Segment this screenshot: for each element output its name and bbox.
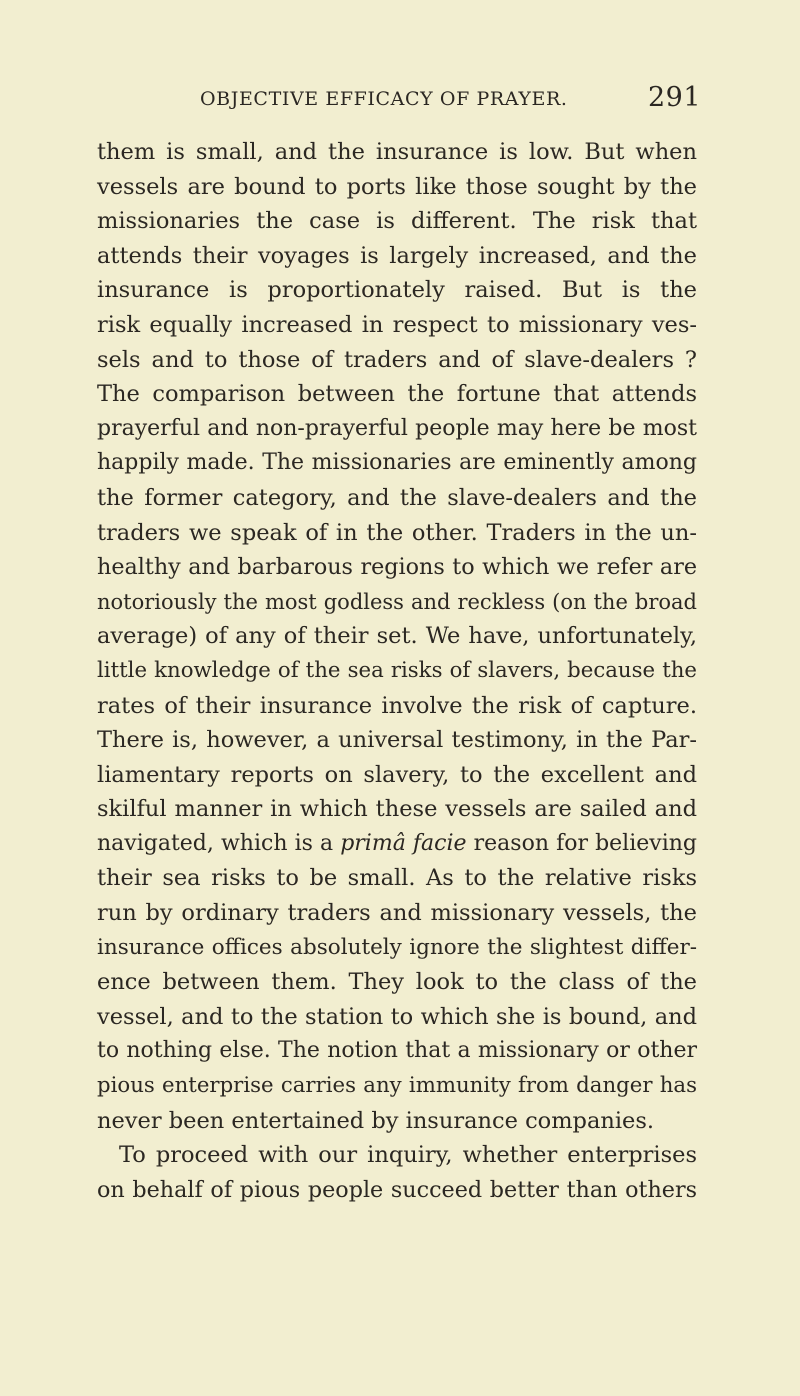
text-line: vessel, and to the station to which she is bound, and <box>97 1003 697 1030</box>
body-text <box>97 135 697 1207</box>
text-line: missionaries the case is different. The risk that <box>97 208 697 235</box>
text-line: happily made. The missionaries are eminently among <box>97 450 697 476</box>
text-line: them is small, and the insurance is low. But when <box>97 139 697 165</box>
text-run: reason for believing <box>473 830 697 856</box>
text-line: attends their voyages is largely increased, and the <box>97 242 697 269</box>
paragraph-start-line: To proceed with our inquiry, whether enterprises <box>119 1142 697 1169</box>
text-line: insurance offices absolutely ignore the slightest differ- <box>97 934 697 960</box>
text-line: their sea risks to be small. As to the relative risks <box>97 865 697 892</box>
text-line: skilful manner in which these vessels are sailed and <box>97 796 697 823</box>
text-line: rates of their insurance involve the risk of capture. <box>97 692 697 719</box>
text-line: sels and to those of traders and of slave-dealers ? <box>97 346 697 373</box>
text-line: run by ordinary traders and missionary vessels, the <box>97 900 697 927</box>
text-line: healthy and barbarous regions to which we refer are <box>97 554 697 581</box>
text-line: prayerful and non-prayerful people may here be most <box>97 415 697 441</box>
text-line: pious enterprise carries any immunity from danger has <box>97 1073 697 1099</box>
running-title: OBJECTIVE EFFICACY OF PRAYER. <box>200 88 568 110</box>
page-number: 291 <box>648 82 702 113</box>
text-line: never been entertained by insurance companies. <box>97 1107 655 1134</box>
text-line: insurance is proportionately raised. But is the <box>97 277 697 304</box>
text-line: the former category, and the slave-dealers and the <box>97 484 697 511</box>
text-line: on behalf of pious people succeed better than others <box>97 1176 697 1203</box>
text-line: to nothing else. The notion that a missionary or other <box>97 1038 697 1064</box>
text-line: There is, however, a universal testimony, in the Par- <box>97 727 697 754</box>
text-line: ence between them. They look to the class of the <box>97 969 697 996</box>
italic-phrase: primâ facie <box>340 830 467 856</box>
text-line: The comparison between the fortune that attends <box>97 381 697 408</box>
text-line: average) of any of their set. We have, unfortunately, <box>97 623 697 650</box>
text-line: little knowledge of the sea risks of slavers, because the <box>97 657 697 683</box>
text-line: risk equally increased in respect to missionary ves- <box>97 311 697 338</box>
running-head <box>200 82 760 124</box>
text-line <box>97 827 697 862</box>
text-line: liamentary reports on slavery, to the excellent and <box>97 761 697 788</box>
text-line: vessels are bound to ports like those sought by the <box>97 173 697 200</box>
text-run: navigated, which is a <box>97 830 334 856</box>
text-line: notoriously the most godless and reckless (on the broad <box>97 589 697 614</box>
text-line: traders we speak of in the other. Traders in the un- <box>97 519 697 546</box>
